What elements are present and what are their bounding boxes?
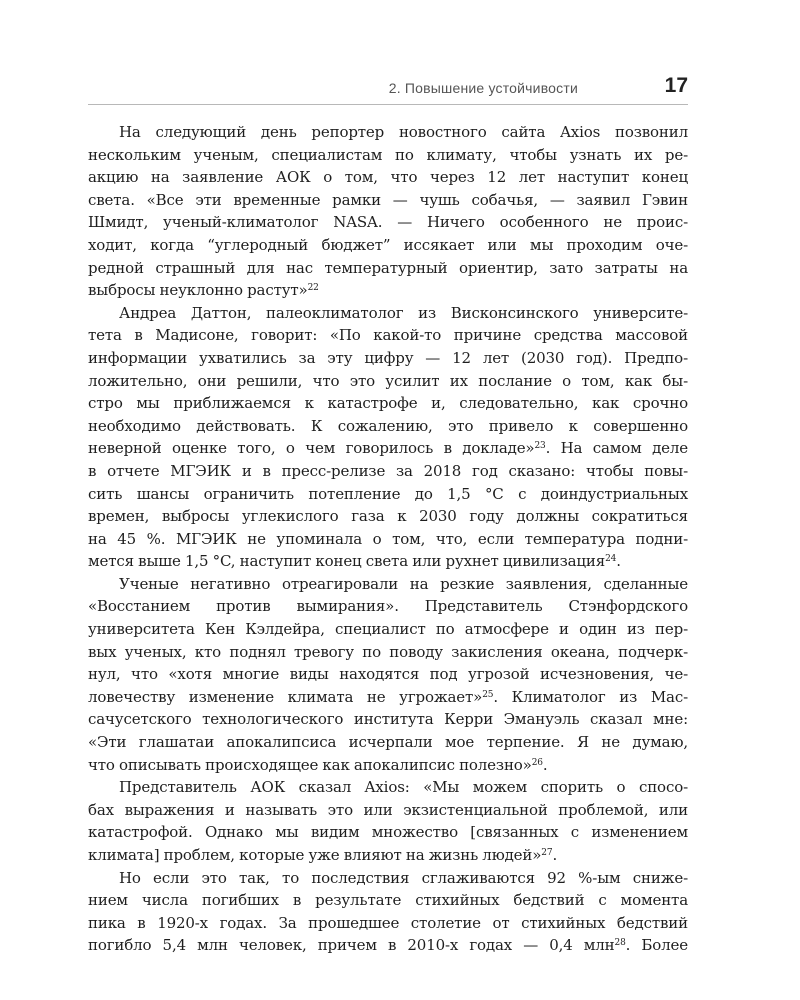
paragraph — [88, 776, 688, 866]
text-line: информации ухватились за эту цифру — 12 лет (2030 год). Предпо- — [88, 348, 688, 367]
text-line: сачусетского технологического института Керри Эмануэль сказал мне: — [88, 710, 688, 729]
text-line: На следующий день репортер новостного сайта Axios позвонил — [119, 123, 688, 141]
section-title: 2. Повышение устойчивости — [388, 80, 578, 96]
text-line: света. «Все эти временные рамки — чушь собачья, — заявил Гэвин — [88, 190, 688, 209]
text-line: бах выражения и называть это или экзистенциальной проблемой, или — [88, 800, 688, 819]
text-line: нескольким ученым, специалистам по климату, чтобы узнать их ре- — [88, 145, 688, 164]
text-line: в отчете МГЭИК и в пресс-релизе за 2018 год сказано: чтобы повы- — [88, 461, 688, 480]
page-number: 17 — [664, 74, 688, 97]
footnote-ref[interactable]: 28 — [614, 938, 626, 949]
paragraph — [88, 121, 688, 302]
paragraph — [88, 573, 688, 776]
footnote-ref[interactable]: 27 — [541, 848, 553, 858]
text-line: времен, выбросы углекислого газа к 2030 году должны сократиться — [88, 507, 688, 526]
text-line: Андреа Даттон, палеоклиматолог из Висконсинского университе- — [119, 303, 688, 322]
paragraph — [88, 302, 688, 573]
text-line: пика в 1920-х годах. За прошедшее столетие от стихийных бедствий — [88, 913, 688, 932]
text-line: ходит, когда “углеродный бюджет” иссякает или мы проходим оче- — [88, 235, 688, 254]
text-line: мется выше 1,5 °C, наступит конец света или рухнет цивилизация$^{24}$. — [88, 552, 621, 571]
text-line: Представитель АОК сказал Axios: «Мы можем спорить о спосо- — [119, 778, 688, 797]
text-line: ловечеству изменение климата не угрожает»$^{25}$. Климатолог из Мас- — [88, 687, 688, 706]
footnote-ref[interactable]: 26 — [531, 757, 543, 768]
paragraph — [88, 867, 688, 957]
text-line: редной страшный для нас температурный ориентир, зато затраты на — [88, 258, 688, 277]
footnote-ref[interactable]: 22 — [307, 283, 319, 294]
footnote-ref[interactable]: 24 — [605, 554, 617, 565]
text-line: «Эти глашатаи апокалипсиса исчерпали мое терпение. Я не думаю, — [88, 733, 688, 752]
text-line: стро мы приближаемся к катастрофе и, следовательно, как срочно — [88, 394, 688, 413]
footnote-ref[interactable]: 23 — [534, 441, 546, 452]
text-line: тета в Мадисоне, говорит: «По какой-то причине средства массовой — [88, 326, 688, 345]
text-line: климата] проблем, которые уже влияют на жизнь людей»$^{27}$. — [88, 846, 558, 864]
text-line: выбросы неуклонно растут»$^{22}$ — [88, 281, 319, 300]
text-line: Но если это так, то последствия сглаживаются 92 %-ым сниже- — [119, 868, 688, 887]
footnote-ref[interactable]: 25 — [482, 689, 494, 700]
text-line: погибло 5,4 млн человек, причем в 2010-х годах — 0,4 млн$^{28}$. Более — [88, 936, 688, 955]
text-line: университета Кен Кэлдейра, специалист по атмосфере и один из пер- — [88, 620, 688, 639]
text-line: акцию на заявление АОК о том, что через 12 лет наступит конец — [88, 168, 688, 187]
body-text — [88, 121, 688, 957]
text-line: вых ученых, кто поднял тревогу по поводу закисления океана, подчерк- — [88, 642, 688, 661]
text-line: что описывать происходящее как апокалипсис полезно»$^{26}$. — [88, 755, 548, 774]
text-line: необходимо действовать. К сожалению, это привело к совершенно — [88, 416, 688, 435]
text-line: неверной оценке того, о чем говорилось в докладе»$^{23}$. На самом деле — [88, 439, 689, 458]
text-line: Шмидт, ученый-климатолог NASA. — Ничего особенного не проис- — [88, 213, 688, 232]
running-header — [88, 72, 688, 105]
text-line: «Восстанием против вымирания». Представитель Стэнфордского — [88, 597, 688, 616]
text-line: сить шансы ограничить потепление до 1,5 °C с доиндустриальных — [88, 484, 688, 503]
text-line: на 45 %. МГЭИК не упоминала о том, что, если температура подни- — [88, 529, 688, 548]
text-line: ложительно, они решили, что это усилит их послание о том, как бы- — [88, 371, 688, 390]
text-line: Ученые негативно отреагировали на резкие заявления, сделанные — [119, 574, 688, 593]
text-line: нул, что «хотя многие виды находятся под угрозой исчезновения, че- — [88, 665, 688, 684]
text-line: нием числа погибших в результате стихийных бедствий с момента — [88, 891, 688, 910]
text-line: катастрофой. Однако мы видим множество [связанных с изменением — [88, 823, 688, 842]
